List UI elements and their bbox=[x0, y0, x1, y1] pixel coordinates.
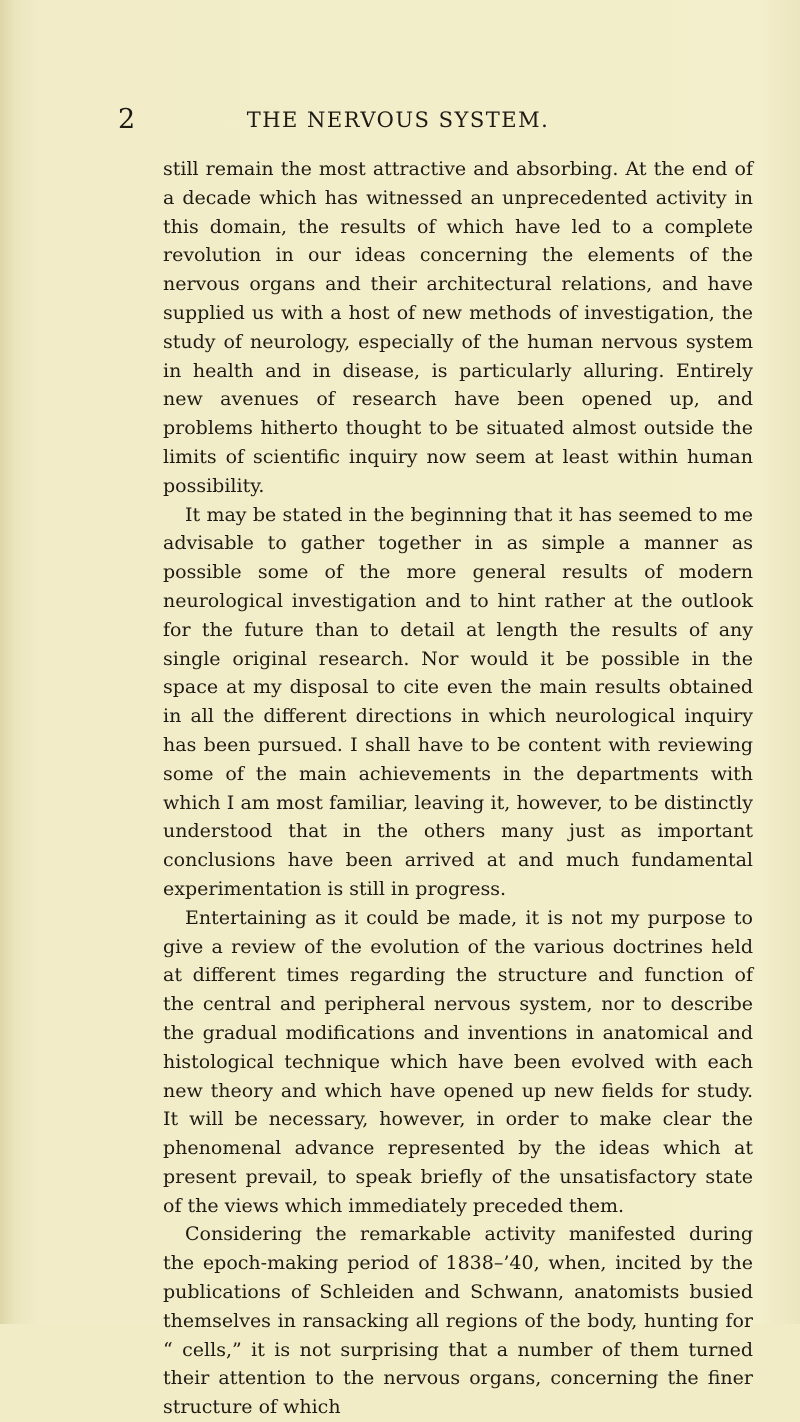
body-text bbox=[163, 155, 753, 1422]
running-title: THE NERVOUS SYSTEM. bbox=[246, 108, 550, 132]
paragraph: Entertaining as it could be made, it is not my purpose to give a review of the evolution of the various doctrines held at different times regarding the structure and function of the central and peripheral nervous system, nor to describe the gradual modifications and inventions in anatomical and histological technique which have been evolved with each new theory and which have opened up new fields for study. It will be necessary, however, in order to make clear the phenomenal advance represented by the ideas which at present prevail, to speak briefly of the unsatisfactory state of the views which immediately preceded them. bbox=[163, 906, 753, 1217]
paragraph: Considering the remarkable activity manifested during the epoch-making period of 1838–’40, when, incited by the publications of Schleiden and Schwann, anatomists busied themselves in ransacking all regions of the body, hunting for “ cells,” it is not surprising that a number of them turned their attention to the nervous organs, concerning the finer structure of which bbox=[163, 1223, 753, 1419]
paragraph: It may be stated in the beginning that it has seemed to me advisable to gather together in as simple a manner as possible some of the more general results of modern neurological investigation and to hint rather at the outlook for the future than to detail at length the results of any single original research. Nor would it be possible in the space at my disposal to cite even the main results obtained in all the different directions in which neurological inquiry has been pursued. I shall have to be content with reviewing some of the main achievements in the departments with which I am most familiar, leaving it, however, to be distinctly understood that in the others many just as important conclusions have been arrived at and much fundamental experimentation is still in progress. bbox=[163, 503, 753, 900]
running-head bbox=[118, 103, 678, 137]
paragraph-continuation: still remain the most attractive and absorbing. At the end of a decade which has witnessed an unprecedented activity in this domain, the results of which have led to a complete revolution in our ideas concerning the elements of the nervous organs and their architectural relations, and have supplied us with a host of new methods of investigation, the study of neurology, especially of the human nervous system in health and in disease, is particularly alluring. Entirely new avenues of research have been opened up, and problems hitherto thought to be situated almost outside the limits of scientific inquiry now seem at least within human possibility. bbox=[163, 158, 753, 497]
page-number: 2 bbox=[118, 104, 136, 135]
